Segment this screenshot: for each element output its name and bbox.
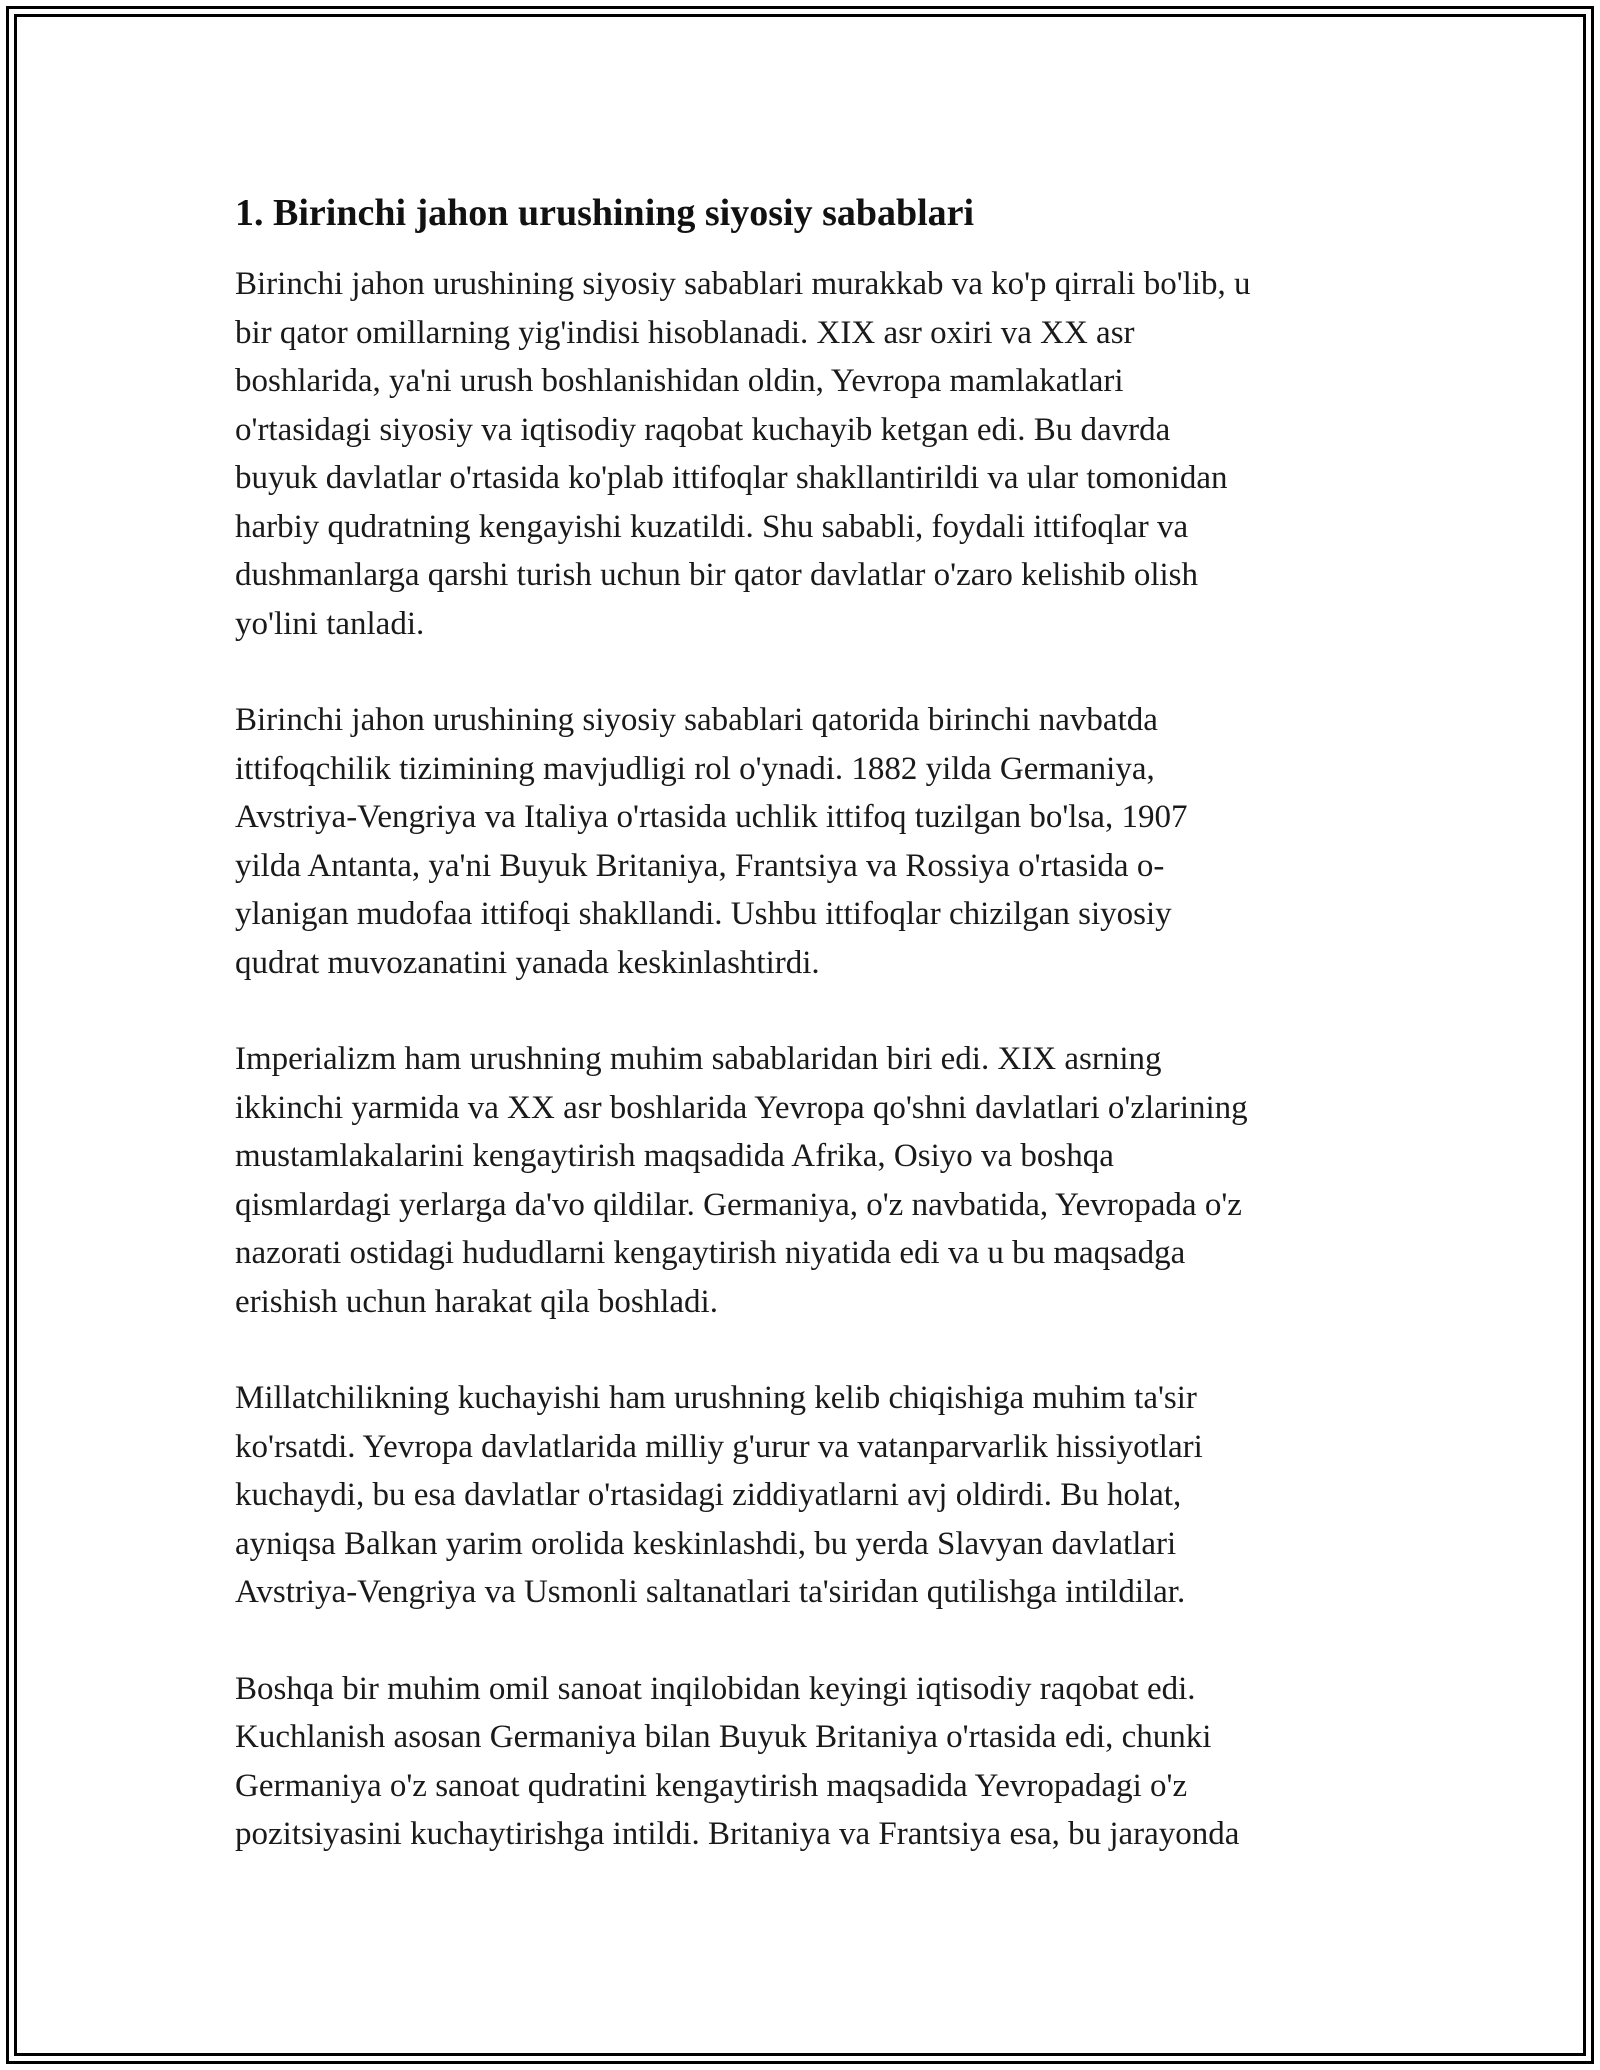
paragraph-line: yilda Antanta, ya'ni Buyuk Britaniya, Frantsiya va Rossiya o'rtasida o- bbox=[235, 847, 1165, 884]
paragraph-line: pozitsiyasini kuchaytirishga intildi. Britaniya va Frantsiya esa, bu jarayonda bbox=[235, 1816, 1240, 1852]
paragraph-line: Germaniya o'z sanoat qudratini kengaytirish maqsadida Yevropadagi o'z bbox=[235, 1767, 1188, 1804]
section-heading: 1. Birinchi jahon urushining siyosiy sabablari bbox=[235, 192, 975, 234]
paragraph-line: kuchaydi, bu esa davlatlar o'rtasidagi ziddiyatlarni avj oldirdi. Bu holat, bbox=[235, 1477, 1182, 1513]
paragraph-line: buyuk davlatlar o'rtasida ko'plab ittifoqlar shakllantirildi va ular tomonidan bbox=[235, 460, 1228, 496]
paragraph-line: Birinchi jahon urushining siyosiy sabablari murakkab va ko'p qirrali bo'lib, u bbox=[235, 266, 1251, 302]
document-body bbox=[235, 188, 1375, 1907]
paragraph bbox=[235, 260, 1375, 648]
paragraph-line: Avstriya-Vengriya va Usmonli saltanatlari ta'siridan qutilishga intildilar. bbox=[235, 1574, 1186, 1610]
paragraph-line: dushmanlarga qarshi turish uchun bir qator davlatlar o'zaro kelishib olish bbox=[235, 557, 1199, 593]
paragraph-line: qudrat muvozanatini yanada keskinlashtirdi. bbox=[235, 944, 820, 981]
paragraph-line: nazorati ostidagi hududlarni kengaytirish niyatida edi va u bu maqsadga bbox=[235, 1235, 1186, 1271]
paragraph-line: erishish uchun harakat qila boshladi. bbox=[235, 1283, 718, 1320]
paragraph-line: qismlardagi yerlarga da'vo qildilar. Germaniya, o'z navbatida, Yevropada o'z bbox=[235, 1186, 1242, 1223]
paragraph-line: Millatchilikning kuchayishi ham urushning kelib chiqishiga muhim ta'sir bbox=[235, 1380, 1197, 1416]
paragraph-line: Imperializm ham urushning muhim sabablaridan biri edi. XIX asrning bbox=[235, 1041, 1162, 1077]
paragraph-line: yo'lini tanladi. bbox=[235, 605, 425, 642]
paragraph-line: bir qator omillarning yig'indisi hisoblanadi. XIX asr oxiri va XX asr bbox=[235, 314, 1135, 351]
paragraph-line: boshlarida, ya'ni urush boshlanishidan oldin, Yevropa mamlakatlari bbox=[235, 363, 1124, 399]
paragraph-line: ittifoqchilik tizimining mavjudligi rol o'ynadi. 1882 yilda Germaniya, bbox=[235, 750, 1155, 787]
paragraph-line: ayniqsa Balkan yarim orolida keskinlashdi, bu yerda Slavyan davlatlari bbox=[235, 1525, 1177, 1562]
paragraph bbox=[235, 696, 1375, 987]
paragraph-line: ikkinchi yarmida va XX asr boshlarida Yevropa qo'shni davlatlari o'zlarining bbox=[235, 1089, 1248, 1126]
paragraph bbox=[235, 1665, 1375, 1859]
paragraph-list bbox=[235, 260, 1375, 1859]
paragraph-line: Boshqa bir muhim omil sanoat inqilobidan keyingi iqtisodiy raqobat edi. bbox=[235, 1670, 1196, 1707]
paragraph-line: mustamlakalarini kengaytirish maqsadida Afrika, Osiyo va boshqa bbox=[235, 1138, 1114, 1174]
paragraph bbox=[235, 1035, 1375, 1326]
paragraph-line: harbiy qudratning kengayishi kuzatildi. Shu sababli, foydali ittifoqlar va bbox=[235, 508, 1189, 545]
paragraph-line: Birinchi jahon urushining siyosiy sabablari qatorida birinchi navbatda bbox=[235, 702, 1158, 738]
paragraph-line: Avstriya-Vengriya va Italiya o'rtasida uchlik ittifoq tuzilgan bo'lsa, 1907 bbox=[235, 799, 1188, 835]
paragraph-line: ylanigan mudofaa ittifoqi shakllandi. Ushbu ittifoqlar chizilgan siyosiy bbox=[235, 896, 1172, 932]
paragraph-line: ko'rsatdi. Yevropa davlatlarida milliy g'urur va vatanparvarlik hissiyotlari bbox=[235, 1428, 1203, 1465]
paragraph-line: o'rtasidagi siyosiy va iqtisodiy raqobat kuchayib ketgan edi. Bu davrda bbox=[235, 411, 1171, 448]
paragraph bbox=[235, 1374, 1375, 1617]
paragraph-line: Kuchlanish asosan Germaniya bilan Buyuk Britaniya o'rtasida edi, chunki bbox=[235, 1719, 1212, 1755]
